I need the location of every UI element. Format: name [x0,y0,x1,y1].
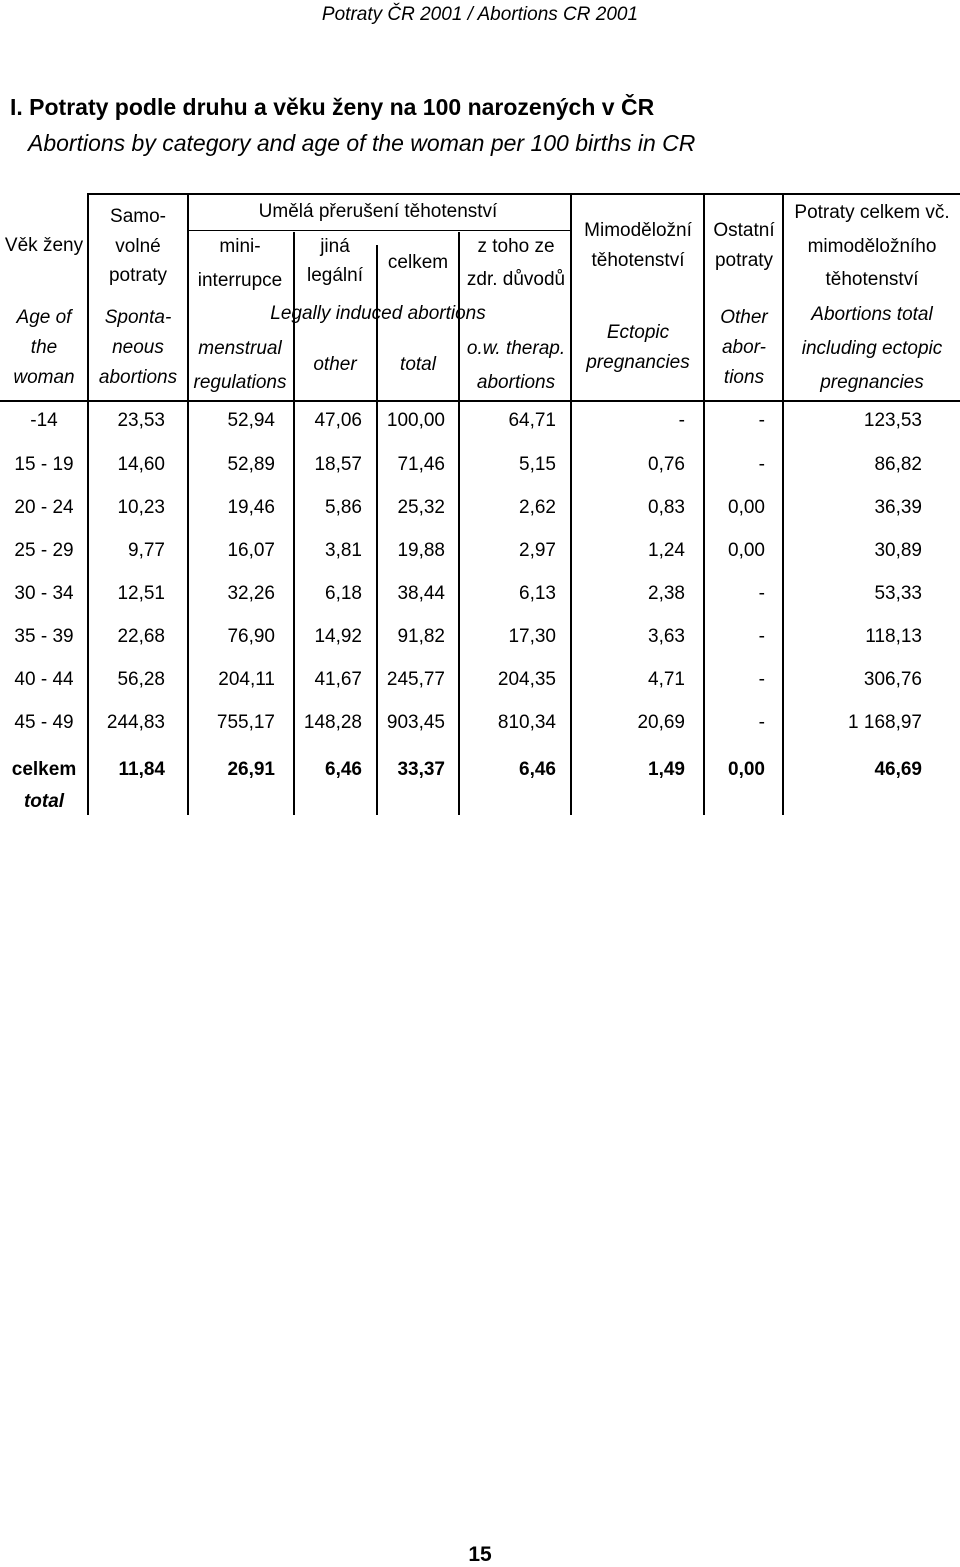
table-cell: 306,76 [863,669,922,690]
table-cell: 32,26 [227,583,275,604]
table-cell: 64,71 [508,410,556,431]
row-age-label: 40 - 44 [14,669,74,690]
header-label-cz: zdr. důvodů [466,269,566,290]
table-title-czech: I. Potraty podle druhu a věku ženy na 100 narozených v ČR [10,94,655,120]
header-label-cz: interrupce [197,270,283,291]
table-cell: 22,68 [117,626,165,647]
table-cell: 5,15 [519,454,556,475]
header-label-en: Age of [16,307,72,328]
total-cell: 0,00 [728,759,765,780]
row-age-label: 15 - 19 [14,454,74,475]
row-age-label: 45 - 49 [14,712,74,733]
table-cell: - [758,583,765,604]
table-cell: 18,57 [314,454,362,475]
table-cell: 9,77 [128,540,165,561]
table-cell: 2,38 [648,583,685,604]
table-cell: 118,13 [865,626,922,647]
header-label-cz: mini- [219,236,261,257]
row-age-label: 35 - 39 [14,626,74,647]
header-label-en: Other [720,307,768,328]
header-label-en: Sponta- [104,307,172,328]
table-cell: 0,00 [728,497,765,518]
table-cell: 16,07 [227,540,275,561]
header-label-cz: legální [307,265,363,286]
table-cell: 41,67 [314,669,362,690]
header-label-cz: jiná [320,236,350,257]
row-age-label: 25 - 29 [14,540,74,561]
table-title-english: Abortions by category and age of the woman per 100 births in CR [28,130,696,156]
header-label-cz: potraty [108,265,168,286]
header-label-en: pregnancies [820,372,924,393]
table-cell: - [758,410,765,431]
header-label-en: regulations [193,372,287,393]
row-age-label: 30 - 34 [14,583,74,604]
table-top-rule [88,193,960,195]
header-label-en: other [313,354,357,375]
table-cell: 2,97 [519,540,556,561]
header-label-en: abortions [476,372,556,393]
header-label-cz: Věk ženy [4,235,84,256]
total-cell: 1,49 [648,759,685,780]
table-cell: 810,34 [497,712,556,733]
header-bottom-rule [0,400,960,402]
table-cell: 123,53 [863,410,922,431]
total-cell: 46,69 [874,759,922,780]
table-cell: - [758,669,765,690]
table-cell: 1,24 [648,540,685,561]
header-label-cz: z toho ze [477,236,555,257]
header-label-cz: potraty [714,250,774,271]
running-header: Potraty ČR 2001 / Abortions CR 2001 [321,4,639,25]
header-label-cz: celkem [387,252,449,273]
table-cell: 20,69 [637,712,685,733]
table-cell: 52,94 [227,410,275,431]
table-cell: 204,35 [497,669,556,690]
column-divider [782,193,784,815]
total-cell: 11,84 [118,759,165,780]
header-label-cz: volné [115,236,161,257]
table-cell: 86,82 [874,454,922,475]
table-cell: 30,89 [874,540,922,561]
total-cell: 26,91 [227,759,275,780]
table-cell: 14,60 [117,454,165,475]
table-cell: 100,00 [386,410,445,431]
column-divider [187,193,189,815]
row-age-label: 20 - 24 [14,497,74,518]
table-cell: 0,00 [728,540,765,561]
table-cell: 204,11 [218,669,275,690]
table-cell: 6,18 [325,583,362,604]
table-cell: 148,28 [303,712,362,733]
table-cell: 1 168,97 [848,712,922,733]
header-label-cz: těhotenství [825,269,919,290]
total-cell: 6,46 [325,759,362,780]
header-group-label-cz: Umělá přerušení těhotenství [258,201,498,222]
table-cell: 17,30 [508,626,556,647]
table-cell: 3,81 [325,540,362,561]
table-cell: 53,33 [874,583,922,604]
table-cell: 23,53 [117,410,165,431]
table-cell: 5,86 [325,497,362,518]
table-cell: 0,76 [648,454,685,475]
total-cell: 6,46 [519,759,556,780]
header-label-en: tions [723,367,765,388]
header-group-label-en: Legally induced abortions [270,303,486,324]
header-label-en: abortions [98,367,178,388]
header-label-cz: Potraty celkem vč. [794,202,950,223]
table-cell: 0,83 [648,497,685,518]
table-cell: 755,17 [216,712,275,733]
page-number: 15 [468,1543,492,1566]
table-cell: 25,32 [397,497,445,518]
table-cell: 244,83 [106,712,165,733]
header-label-en: pregnancies [586,352,690,373]
table-cell: 903,45 [386,712,445,733]
header-label-cz: Ostatní [713,220,775,241]
header-label-cz: Samo- [110,206,166,227]
header-label-en: the [30,337,58,358]
table-cell: 245,77 [386,669,445,690]
header-label-en: Abortions total [811,304,933,325]
table-cell: 56,28 [117,669,165,690]
table-cell: 6,13 [519,583,556,604]
header-label-cz: Mimoděložní [584,220,692,241]
header-label-cz: těhotenství [591,250,685,271]
total-row-label-cz: celkem [11,759,77,780]
table-cell: 76,90 [227,626,275,647]
induced-group-rule [188,230,571,231]
table-cell: 4,71 [648,669,685,690]
table-cell: 3,63 [648,626,685,647]
table-cell: 52,89 [227,454,275,475]
table-cell: 38,44 [397,583,445,604]
table-cell: - [758,454,765,475]
column-divider [87,193,89,815]
table-cell: 71,46 [397,454,445,475]
header-label-en: menstrual [198,338,282,359]
total-cell: 33,37 [397,759,445,780]
header-label-cz: mimoděložního [807,236,937,257]
table-cell: 19,88 [397,540,445,561]
table-cell: 2,62 [519,497,556,518]
table-cell: - [678,410,685,431]
table-cell: - [758,626,765,647]
table-cell: 19,46 [227,497,275,518]
column-divider [703,193,705,815]
table-cell: 36,39 [874,497,922,518]
table-cell: 10,23 [117,497,165,518]
header-label-en: including ectopic [801,338,943,359]
table-cell: 12,51 [117,583,165,604]
header-label-en: total [400,354,436,375]
header-label-en: o.w. therap. [466,338,566,359]
header-label-en: neous [112,337,164,358]
header-label-en: abor- [721,337,767,358]
header-label-en: woman [13,367,75,388]
table-cell: 47,06 [314,410,362,431]
table-cell: 91,82 [397,626,445,647]
header-label-en: Ectopic [606,322,670,343]
table-cell: 14,92 [314,626,362,647]
column-divider [376,245,378,815]
column-divider [570,193,572,815]
row-age-label: -14 [30,410,58,431]
total-row-label-en: total [23,791,65,812]
table-cell: - [758,712,765,733]
